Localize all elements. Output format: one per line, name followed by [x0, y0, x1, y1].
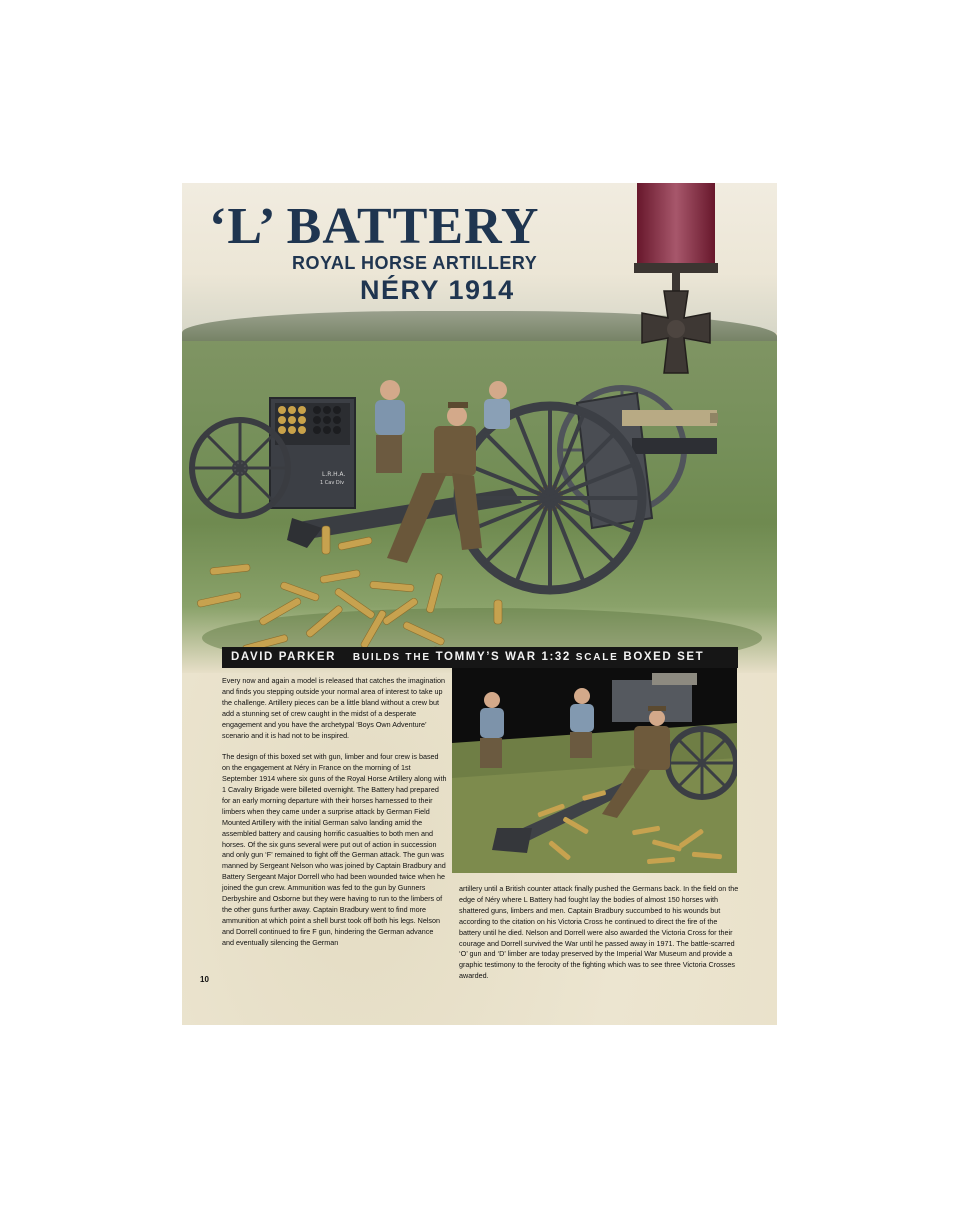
article-subtitle: ROYAL HORSE ARTILLERY	[292, 253, 538, 273]
front-gun-wheel	[458, 406, 642, 590]
paragraph: The design of this boxed set with gun, limber and four crew is based on the engagement at Néry in France on the morning of 1st September 1914 where six guns of the Royal Horse Artillery along with 1 Cavalry Brigade were billeted overnight. The Battery had prepared for an early morning departure with their horses harnessed to their limbers when they came under a surprise attack by German Field Mounted Artillery with the initial German salvo landing amid the assembled battery and causing horrific casualties to both men and horses. Of the six guns several were put out of action in succession and only gun ‘F’ remained to fight off the German attack. The gun was manned by Sergeant Nelson who was joined by Captain Bradbury and Battery Sergeant Major Dorrell who had been wounded twice when he joined the gun crew. Ammunition was fed to the gun by Gunners Derbyshire and Osborne but they were having to run to the limbers of the other guns further away. Captain Bradbury went to find more ammunition at which point a shell burst took off both his legs. Nelson and Dorrell continued to fire F gun, hindering the German advance and eventually silencing the German	[222, 752, 447, 947]
field-gun-diorama	[182, 368, 777, 673]
byline-banner	[222, 647, 738, 668]
hero-photo	[182, 183, 777, 673]
limber-marking-1: L.R.H.A.	[322, 471, 346, 478]
page-number: 10	[200, 975, 209, 984]
victoria-cross-medal-icon	[634, 183, 718, 383]
byline-text-3: SCALE	[575, 652, 619, 663]
crew-photo	[452, 668, 737, 873]
text-column-2	[459, 884, 739, 993]
limber-marking-2: 1 Cav Div	[320, 480, 345, 486]
article-title: ‘L’ BATTERY	[209, 198, 540, 255]
byline-author: DAVID PARKER	[231, 651, 337, 663]
byline-text-1: BUILDS THE	[352, 652, 431, 663]
crew-figures	[375, 380, 510, 563]
magazine-page	[182, 183, 777, 1025]
paragraph: Every now and again a model is released that catches the imagination and finds you stepping outside your normal area of interest to take up the challenge. Artillery pieces can be a little bland without a crew but add a stunning set of crew caught in the midst of a desperate engagement and you have the archetypal ‘Boys Own Adventure’ scenario and it is had not to be inspired.	[222, 676, 445, 740]
article-place: NÉRY 1914	[360, 275, 515, 305]
byline-text-2: TOMMY’S WAR 1:32	[435, 651, 571, 663]
byline-text-4: BOXED SET	[623, 651, 705, 663]
limber-wheel	[192, 420, 288, 516]
paragraph: artillery until a British counter attack finally pushed the Germans back. In the field on the edge of Néry where L Battery had fought lay the bodies of almost 150 horses with shattered guns, limbers and men. Captain Bradbury succumbed to his wounds but according to the citation on his Victoria Cross he continued to direct the fire of the battery until he died. Nelson and Dorrell were also awarded the Victoria Cross for their courage and Dorrell survived the War until he passed away in 1971. The battle-scarred ‘O’ gun and ‘D’ limber are today preserved by the Imperial War Museum and provide a graphic testimony to the ferocity of the fighting which was to see three Victoria Crosses awarded.	[459, 884, 739, 981]
text-column-1	[222, 676, 447, 960]
